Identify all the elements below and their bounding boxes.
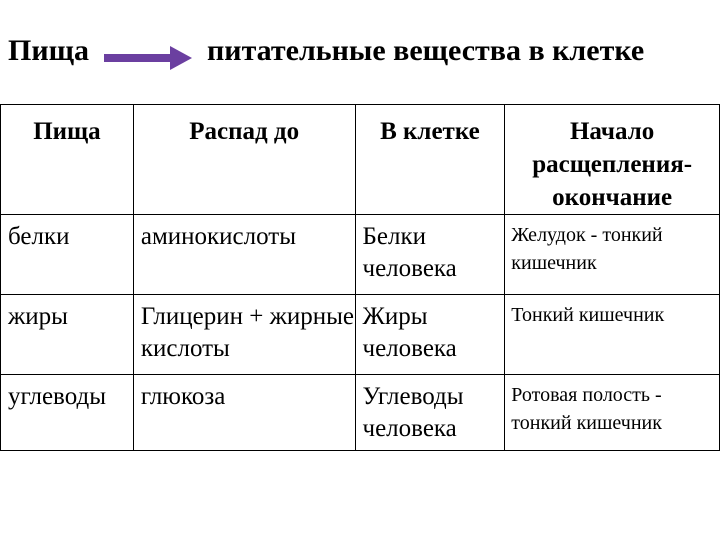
digestion-table bbox=[0, 104, 720, 451]
cell-digestion: Тонкий кишечник bbox=[505, 295, 720, 375]
cell-food: белки bbox=[1, 215, 134, 295]
table-row bbox=[1, 295, 720, 375]
header-digestion-start-end: Начало расщепления-окончание bbox=[505, 105, 720, 215]
header-breakdown: Распад до bbox=[133, 105, 355, 215]
slide-heading bbox=[0, 0, 720, 100]
heading-food: Пища bbox=[8, 34, 89, 67]
right-arrow-icon bbox=[104, 44, 192, 72]
cell-digestion: Ротовая полость - тонкий кишечник bbox=[505, 375, 720, 451]
table-row bbox=[1, 215, 720, 295]
cell-in-cell: Жиры человека bbox=[355, 295, 505, 375]
header-in-cell: В клетке bbox=[355, 105, 505, 215]
cell-breakdown: аминокислоты bbox=[133, 215, 355, 295]
heading-nutrients: питательные вещества в клетке bbox=[207, 34, 645, 67]
cell-in-cell: Белки человека bbox=[355, 215, 505, 295]
header-food: Пища bbox=[1, 105, 134, 215]
cell-breakdown: глюкоза bbox=[133, 375, 355, 451]
table-header-row bbox=[1, 105, 720, 215]
cell-breakdown: Глицерин + жирные кислоты bbox=[133, 295, 355, 375]
cell-digestion: Желудок - тонкий кишечник bbox=[505, 215, 720, 295]
cell-food: углеводы bbox=[1, 375, 134, 451]
table-row bbox=[1, 375, 720, 451]
cell-food: жиры bbox=[1, 295, 134, 375]
cell-in-cell: Углеводы человека bbox=[355, 375, 505, 451]
